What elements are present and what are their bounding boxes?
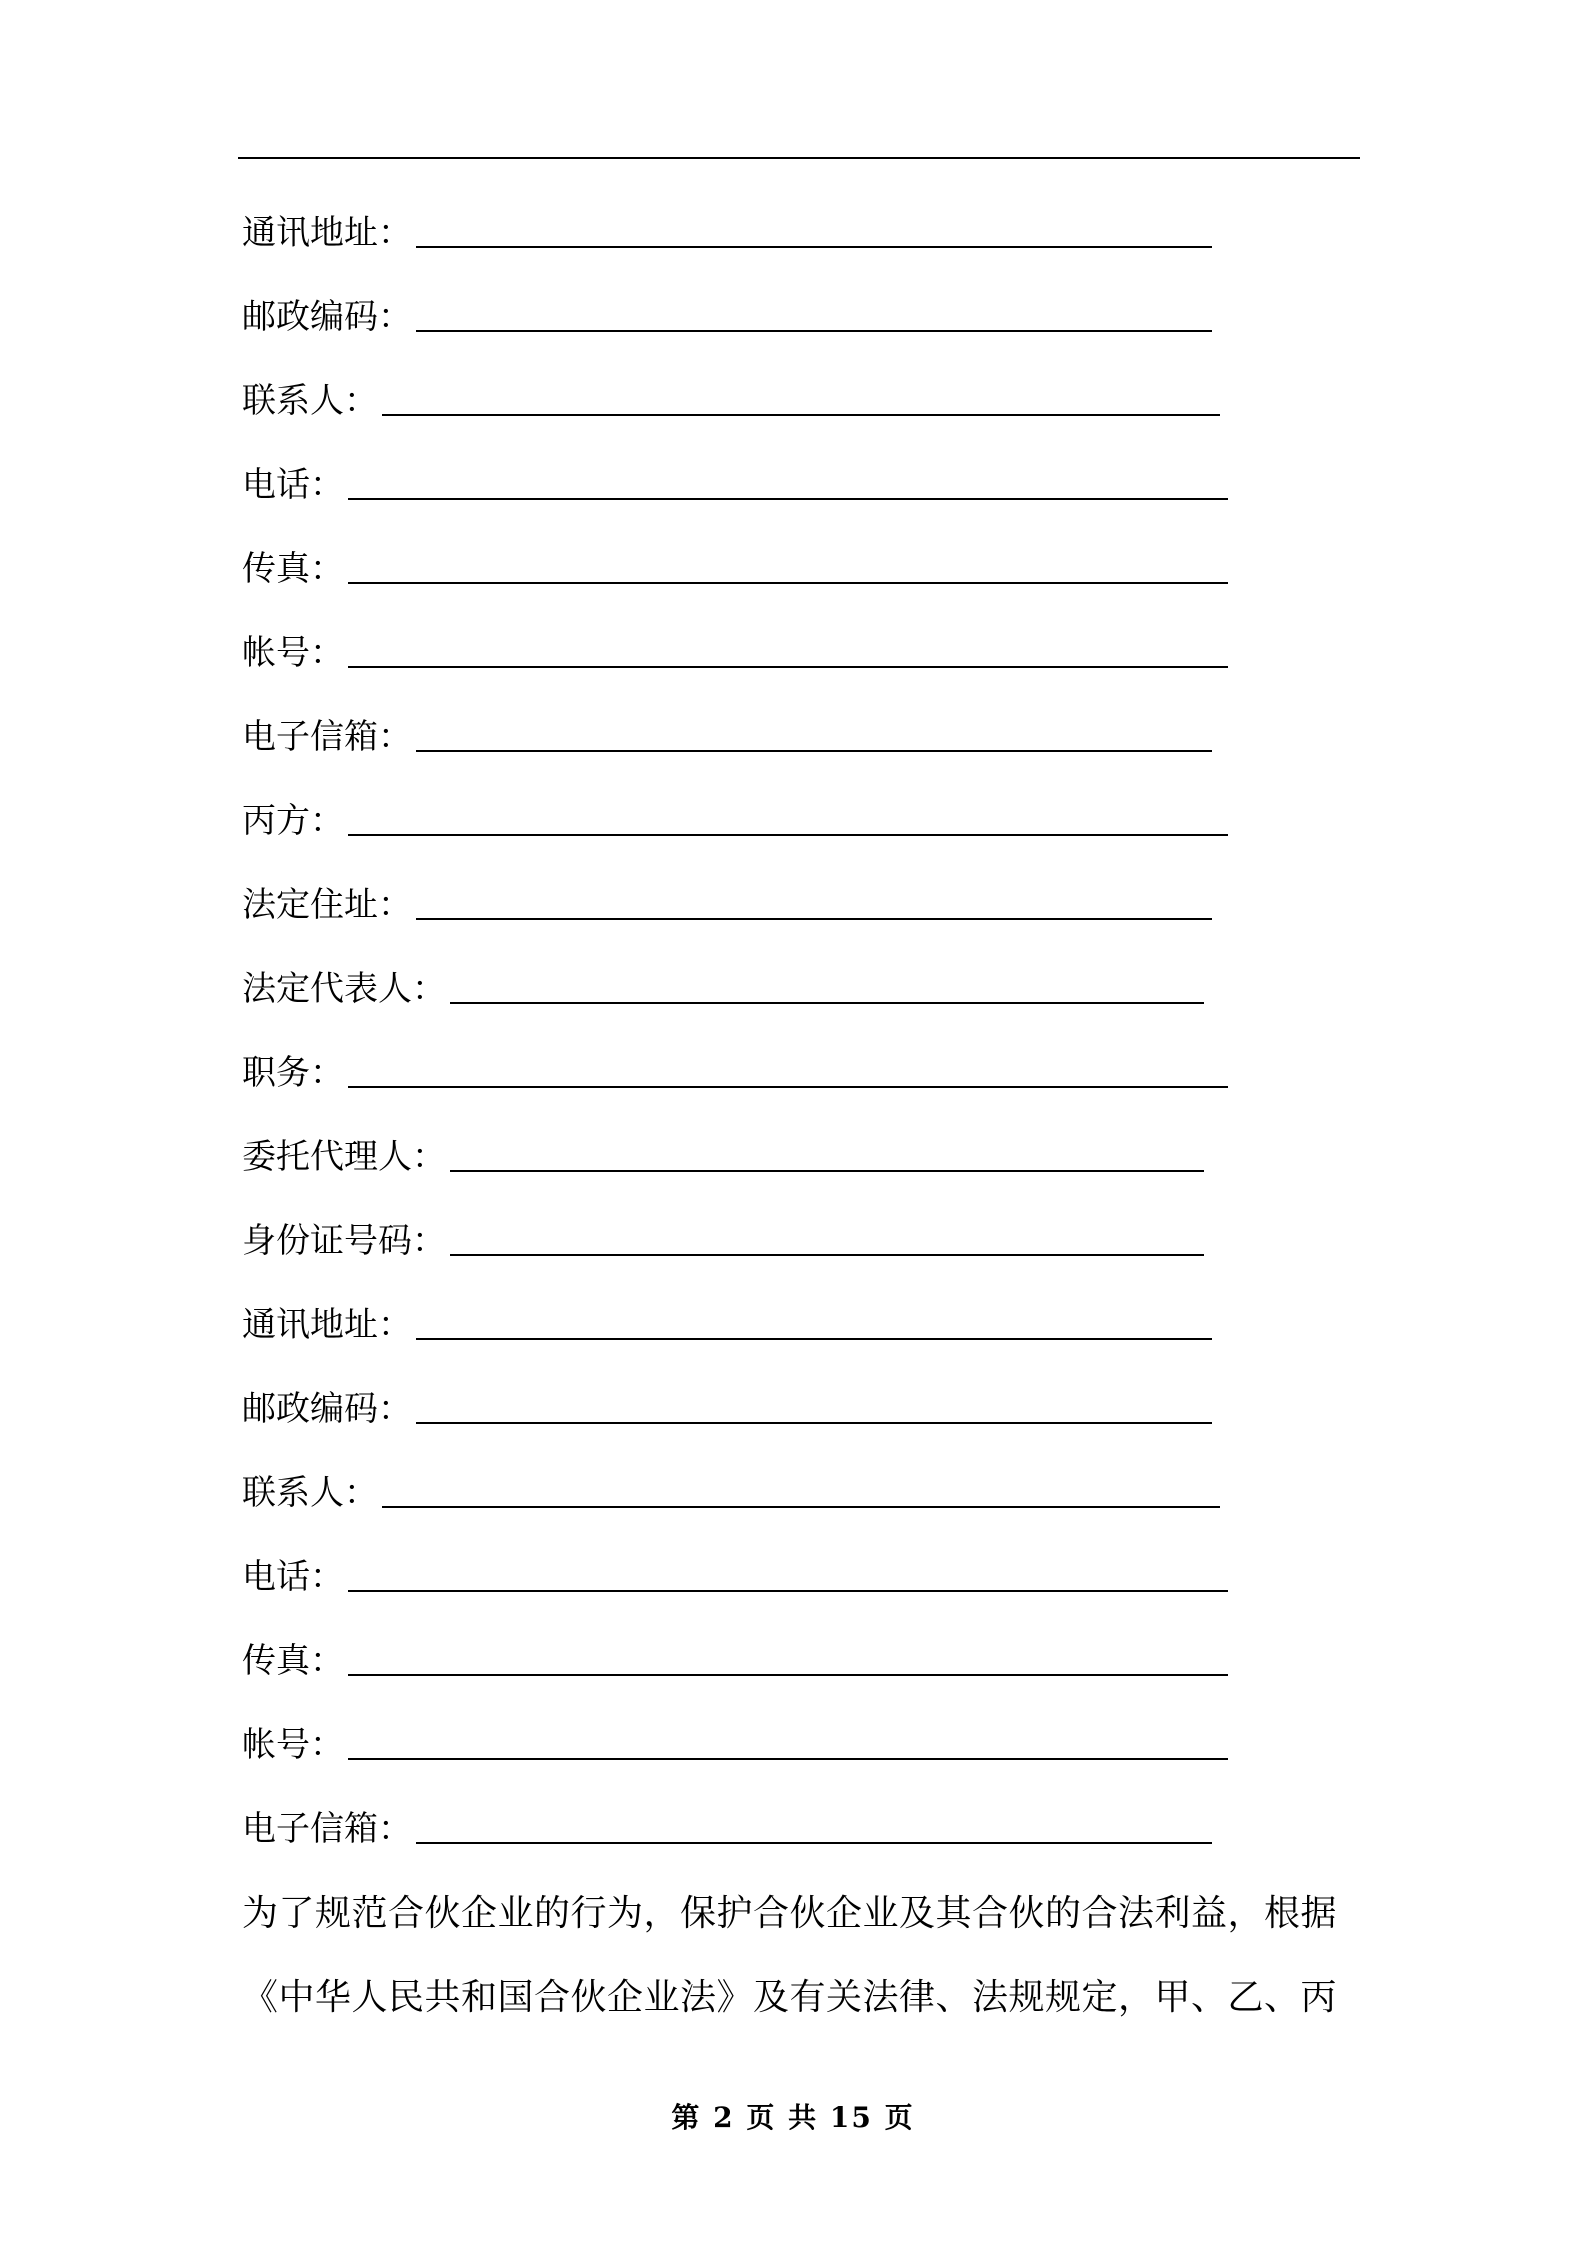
- field-blank[interactable]: [416, 1802, 1212, 1844]
- field-row-party-c: [242, 794, 1382, 878]
- field-row-fax: [242, 1634, 1382, 1718]
- field-row-account: [242, 626, 1382, 710]
- field-row-postcode: [242, 1382, 1382, 1466]
- form-fields: [242, 206, 1382, 1886]
- field-row-id-number: [242, 1214, 1382, 1298]
- field-row-agent: [242, 1130, 1382, 1214]
- field-blank[interactable]: [348, 794, 1228, 836]
- header-rule: [238, 157, 1360, 159]
- field-row-legal-representative: [242, 962, 1382, 1046]
- field-label: 电话：: [242, 465, 344, 505]
- field-label: 邮政编码：: [242, 297, 412, 337]
- field-label: 传真：: [242, 1641, 344, 1681]
- field-blank[interactable]: [416, 290, 1212, 332]
- field-label: 丙方：: [242, 801, 344, 841]
- field-label: 帐号：: [242, 1725, 344, 1765]
- field-label: 联系人：: [242, 381, 378, 421]
- field-label: 联系人：: [242, 1473, 378, 1513]
- field-row-address: [242, 206, 1382, 290]
- field-row-account: [242, 1718, 1382, 1802]
- field-blank[interactable]: [416, 1382, 1212, 1424]
- field-blank[interactable]: [416, 206, 1212, 248]
- field-label: 邮政编码：: [242, 1389, 412, 1429]
- field-row-phone: [242, 458, 1382, 542]
- field-blank[interactable]: [348, 626, 1228, 668]
- field-row-fax: [242, 542, 1382, 626]
- field-blank[interactable]: [348, 1550, 1228, 1592]
- field-blank[interactable]: [348, 458, 1228, 500]
- field-row-email: [242, 710, 1382, 794]
- field-blank[interactable]: [382, 374, 1220, 416]
- field-blank[interactable]: [348, 542, 1228, 584]
- field-blank[interactable]: [348, 1046, 1228, 1088]
- field-label: 通讯地址：: [242, 213, 412, 253]
- field-row-contact: [242, 1466, 1382, 1550]
- field-label: 委托代理人：: [242, 1137, 446, 1177]
- field-blank[interactable]: [348, 1718, 1228, 1760]
- field-row-position: [242, 1046, 1382, 1130]
- field-blank[interactable]: [348, 1634, 1228, 1676]
- field-blank[interactable]: [416, 1298, 1212, 1340]
- field-label: 传真：: [242, 549, 344, 589]
- field-label: 身份证号码：: [242, 1221, 446, 1261]
- field-blank[interactable]: [450, 1130, 1204, 1172]
- field-label: 电子信箱：: [242, 717, 412, 757]
- field-blank[interactable]: [450, 962, 1204, 1004]
- page-number: 第 2 页 共 15 页: [671, 2101, 915, 2134]
- intro-paragraph: [242, 1872, 1362, 2040]
- field-row-contact: [242, 374, 1382, 458]
- field-blank[interactable]: [416, 710, 1212, 752]
- field-blank[interactable]: [450, 1214, 1204, 1256]
- field-label: 法定住址：: [242, 885, 412, 925]
- paragraph-line: 为了规范合伙企业的行为，保护合伙企业及其合伙的合法利益，根据: [242, 1893, 1338, 1934]
- field-label: 电话：: [242, 1557, 344, 1597]
- field-row-legal-address: [242, 878, 1382, 962]
- paragraph-line: 《中华人民共和国合伙企业法》及有关法律、法规规定，甲、乙、丙: [242, 1977, 1338, 2018]
- field-row-postcode: [242, 290, 1382, 374]
- field-label: 职务：: [242, 1053, 344, 1093]
- field-row-address: [242, 1298, 1382, 1382]
- field-label: 通讯地址：: [242, 1305, 412, 1345]
- field-blank[interactable]: [382, 1466, 1220, 1508]
- field-row-phone: [242, 1550, 1382, 1634]
- field-label: 帐号：: [242, 633, 344, 673]
- field-blank[interactable]: [416, 878, 1212, 920]
- field-label: 法定代表人：: [242, 969, 446, 1009]
- field-label: 电子信箱：: [242, 1809, 412, 1849]
